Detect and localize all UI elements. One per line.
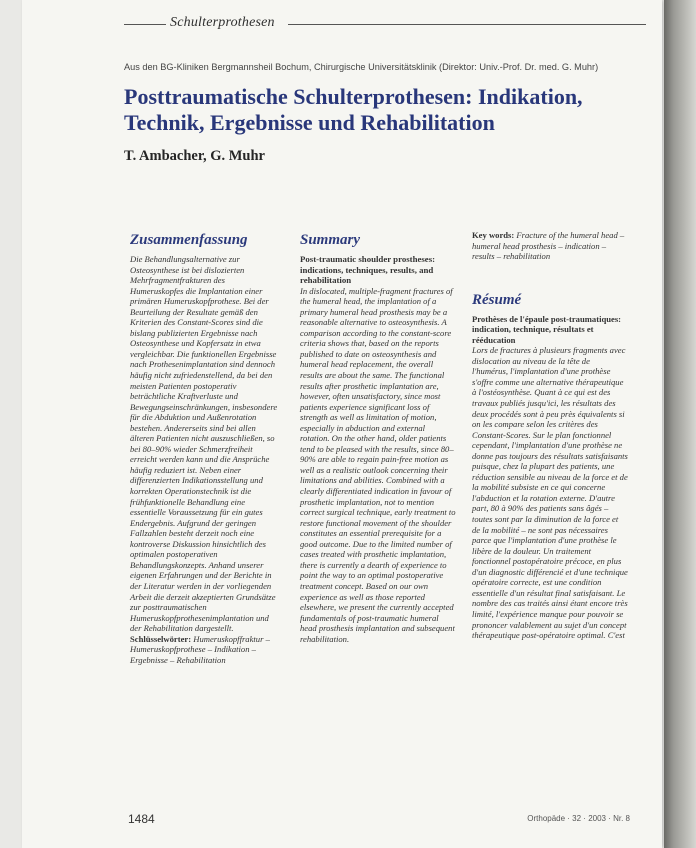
zusammenfassung-column xyxy=(130,232,280,665)
summary-body: In dislocated, multiple-fragment fractures of the humeral head, the implantation of a primary humeral head prosthesis may be a reasonable alternative to osteosynthesis. A comparison according to the constant-score criteria shows that, based on the reports published to date on osteosynthesis and humeral head replacement, the overall results are about the same. The functional results after prosthetic implantation are, however, often unsatisfactory, since most patients experience significant loss of strength as well as limitation of motion, especially in abduction and external rotation. On the other hand, older patients tend to be pleased with the results, since 80–90% are able to regain pain-free motion as well as a realistic outlook concerning their limitations and abilities. Combined with a clearly differentiated indication in favour of prosthetic implantation, not to mention correct surgical technique, early treatment to restore functional movement of the shoulder constitutes an essential prerequisite for a good outcome. Due to the limited number of cases treated with prosthetic implantation, there is currently a dearth of experience to point the way to an optimal postoperative treatment concept. Based on our own experience as well as those reported elsewhere, we present the currently accepted fundamentals of post-traumatic humeral head prosthesis implantation and subsequent rehabilitation. xyxy=(300,285,456,644)
key-words-label: Key words: xyxy=(472,230,515,240)
resume-lead: Prothèses de l'épaule post-traumatiques: indication, technique, résultats et rééducation xyxy=(472,313,622,345)
title-line-1: Posttraumatische Schulterprothesen: Indikation, xyxy=(124,84,583,109)
schluesselwoerter-text: Humeruskopffraktur – Humeruskopfprothese – Indikation – Ergebnisse – Rehabilitation xyxy=(130,633,270,665)
resume-body: Lors de fractures à plusieurs fragments avec dislocation au niveau de la tête de l'humérus, l'implantation d'une prothèse s'offre comme une alternative thérapeutique à l'ostéosynthèse. Quant à ce qui est des travaux publiés jusqu'ici, les résultats des deux procédés sont à peu près équivalents si on les compare selon les critères des Constant-Scores. Sur le plan fonctionnel cependant, l'implantation d'une prothèse ne donne pas toujours des résultats satisfaisants puisque, chez la plupart des patients, une réduction sensible au niveau de la force et de la mobilité subsiste en ce qui concerne l'abduction et la rotation externe. D'autre part, 80 à 90% des patients sans âgés – toutes sont par la diminution de la force et de la mobilité – ne sont pas nécessaires parce que l'implantation d'une prothèse le libère de la douleur. Un traitement fonctionnel postopératoire précoce, en plus d'un diagnostic différencié et d'une technique opératoire correcte, est une condition essentielle d'un résultat final satisfaisant. Le nombre des cas traités ainsi étant encore très limité, l'expérience manque pour pouvoir se prononcer valablement au sujet d'un concept thérapeutique post-opératoire optimal. C'est xyxy=(472,345,628,641)
page-number: 1484 xyxy=(128,812,155,826)
resume-column xyxy=(472,230,628,641)
running-head xyxy=(124,14,646,34)
facing-page-edge xyxy=(664,0,696,848)
zusammenfassung-heading: Zusammenfassung xyxy=(130,232,248,248)
affiliation: Aus den BG-Kliniken Bergmannsheil Bochum, Chirurgische Universitätsklinik (Direktor: Univ.-Prof. Dr. med. G. Muhr) xyxy=(124,62,599,72)
article-title xyxy=(124,84,624,136)
schluesselwoerter-label: Schlüsselwörter: xyxy=(130,633,192,644)
summary-heading: Summary xyxy=(300,232,361,248)
schluesselwoerter xyxy=(130,634,280,666)
journal-reference: Orthopäde · 32 · 2003 · Nr. 8 xyxy=(527,814,630,823)
zusammenfassung-body: Die Behandlungsalternative zur Osteosynthese ist bei dislozierten Mehrfragmentfrakturen des Humeruskopfes die Implantation einer primären Humeruskopfprothese. Bei der Beurteilung der Resultate gemäß den Kriterien des Constant-Scores sind die bislang publizierten Ergebnisse nach Osteosynthese und Kopfersatz in etwa vergleichbar. Die funktionellen Ergebnisse nach Prothesenimplantation sind dennoch häufig nicht zufriedenstellend, da bei den meisten Patienten postoperativ beträchtliche Kraftverluste und Bewegungseinschränkungen, insbesondere für die Abduktion und Außenrotation bestehen. Andererseits sind bei allen älteren Patienten nicht auszuschließen, so bei 80–90% wieder Schmerzfreiheit erreicht werden kann und die Ansprüche häufig reduziert ist. Neben einer differenzierten Indikationsstellung und korrekten Operationstechnik ist die frühfunktionelle Behandlung eine essentielle Voraussetzung für ein gutes Endergebnis. Aufgrund der geringen Fallzahlen besteht derzeit noch eine kontroverse Diskussion hinsichtlich des optimalen postoperativen Behandlungskonzepts. Anhand unserer eigenen Erfahrungen und der Berichte in der Literatur werden in der vorliegenden Arbeit die derzeit akzeptierten Grundsätze zur posttraumatischen Humeruskopfprothesenimplantation und der Rehabilitation dargestellt. xyxy=(130,254,278,634)
authors: T. Ambacher, G. Muhr xyxy=(124,148,265,164)
key-words-text: Fracture of the humeral head – humeral head prosthesis – indication – results – rehabilitation xyxy=(472,230,625,262)
running-head-text: Schulterprothesen xyxy=(170,15,275,30)
summary-lead: Post-traumatic shoulder prostheses: indications, techniques, results, and rehabilitation xyxy=(300,254,436,286)
running-head-rule-left xyxy=(124,24,166,25)
summary-column xyxy=(300,232,456,644)
running-head-rule-right xyxy=(288,24,646,25)
title-line-2: Technik, Ergebnisse und Rehabilitation xyxy=(124,110,495,135)
resume-heading: Résumé xyxy=(472,291,522,308)
key-words xyxy=(472,230,628,262)
